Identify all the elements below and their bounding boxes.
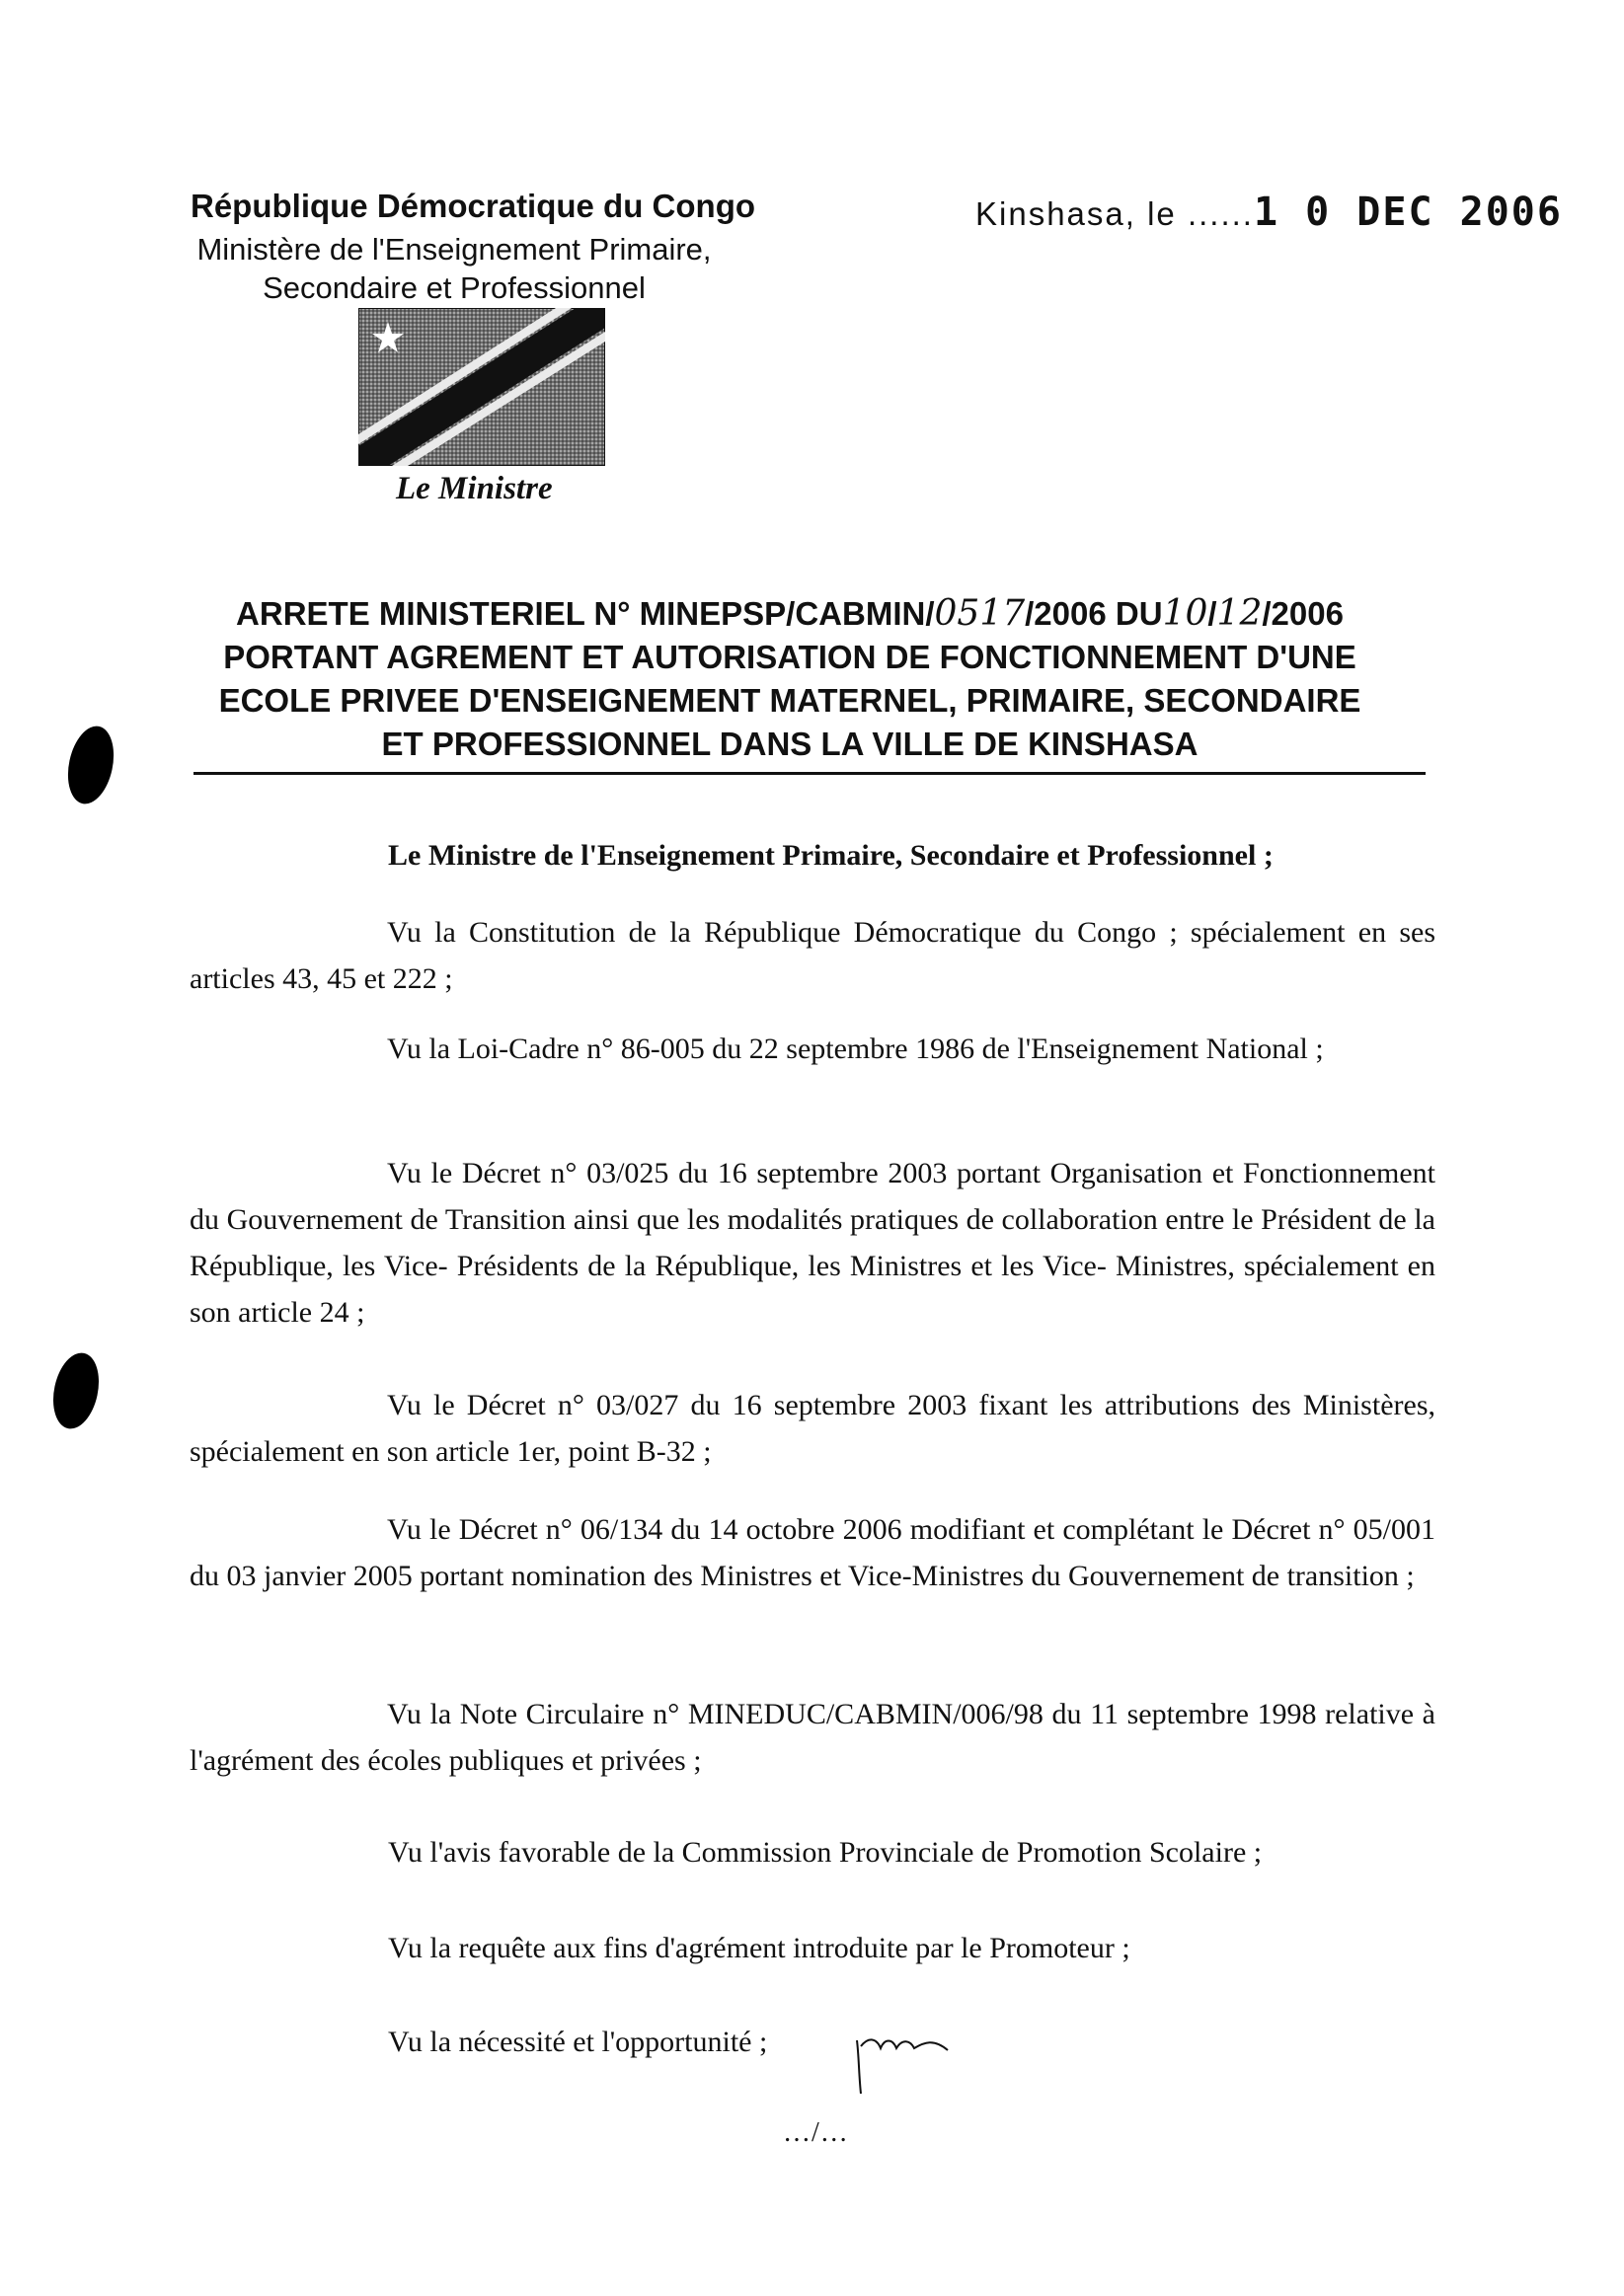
punch-hole-mark [46,1348,105,1432]
title-divider [193,772,1426,775]
date-line [975,190,1563,235]
ministry-line-2: Secondaire et Professionnel [263,270,646,305]
paragraph-note-circulaire: Vu la Note Circulaire n° MINEDUC/CABMIN/006/98 du 11 septembre 1998 relative à l'agrément des écoles publiques et privées ; [190,1698,1435,1777]
country-name: République Démocratique du Congo [191,188,756,224]
decree-day-handwritten: 10 [1162,593,1208,634]
decree-number-handwritten: 0517 [934,593,1026,634]
paragraph-constitution: Vu la Constitution de la République Démocratique du Congo ; spécialement en ses articles 43, 45 et 222 ; [190,916,1435,995]
punch-hole-mark [61,722,120,807]
paragraph-avis-favorable: Vu l'avis favorable de la Commission Provinciale de Promotion Scolaire ; [388,1836,1263,1869]
title-line-2: PORTANT AGREMENT ET AUTORISATION DE FONCTIONNEMENT D'UNE [223,639,1356,675]
drc-flag-emblem [358,308,605,466]
title-line-3: ECOLE PRIVEE D'ENSEIGNEMENT MATERNEL, PRIMAIRE, SECONDAIRE [218,682,1361,719]
page-continuation-mark: …/… [783,2117,849,2148]
paragraph-decret-03-025: Vu le Décret n° 03/025 du 16 septembre 2003 portant Organisation et Fonctionnement du Gouvernement de Transition ainsi que les modalités pratiques de collaboration entre le Président de la République, les Vice- Présidents de la République, les Ministres et les Vice- Ministres, spécialement en son article 24 ; [190,1157,1435,1329]
decree-title [148,592,1431,766]
decree-month-handwritten: 12 [1216,593,1263,634]
preamble: Le Ministre de l'Enseignement Primaire, Secondaire et Professionnel ; [388,839,1274,872]
paragraph-requete: Vu la requête aux fins d'agrément introduite par le Promoteur ; [388,1932,1130,1964]
minister-caption: Le Ministre [396,471,553,506]
handwritten-initials [849,2028,958,2098]
title-line-1: ARRETE MINISTERIEL N° MINEPSP/CABMIN/0517/2006 DU10/12/2006 [236,593,1344,634]
paragraph-loi-cadre: Vu la Loi-Cadre n° 86-005 du 22 septembre 1986 de l'Enseignement National ; [387,1033,1324,1065]
paragraph-necessite: Vu la nécessité et l'opportunité ; [388,2026,768,2058]
ministry-line-1: Ministère de l'Enseignement Primaire, [196,232,712,267]
date-stamp: 1 0 DEC 2006 [1253,190,1563,235]
date-prefix: Kinshasa, le ...... [975,195,1254,232]
paragraph-decret-06-134: Vu le Décret n° 06/134 du 14 octobre 2006 modifiant et complétant le Décret n° 05/001 du 03 janvier 2005 portant nomination des Ministres et Vice-Ministres du Gouvernement de transition ; [190,1513,1435,1592]
paragraph-decret-03-027: Vu le Décret n° 03/027 du 16 septembre 2003 fixant les attributions des Ministères, spécialement en son article 1er, point B-32 ; [190,1389,1435,1468]
ministry-name [183,230,726,307]
title-line-4: ET PROFESSIONNEL DANS LA VILLE DE KINSHASA [381,726,1199,762]
